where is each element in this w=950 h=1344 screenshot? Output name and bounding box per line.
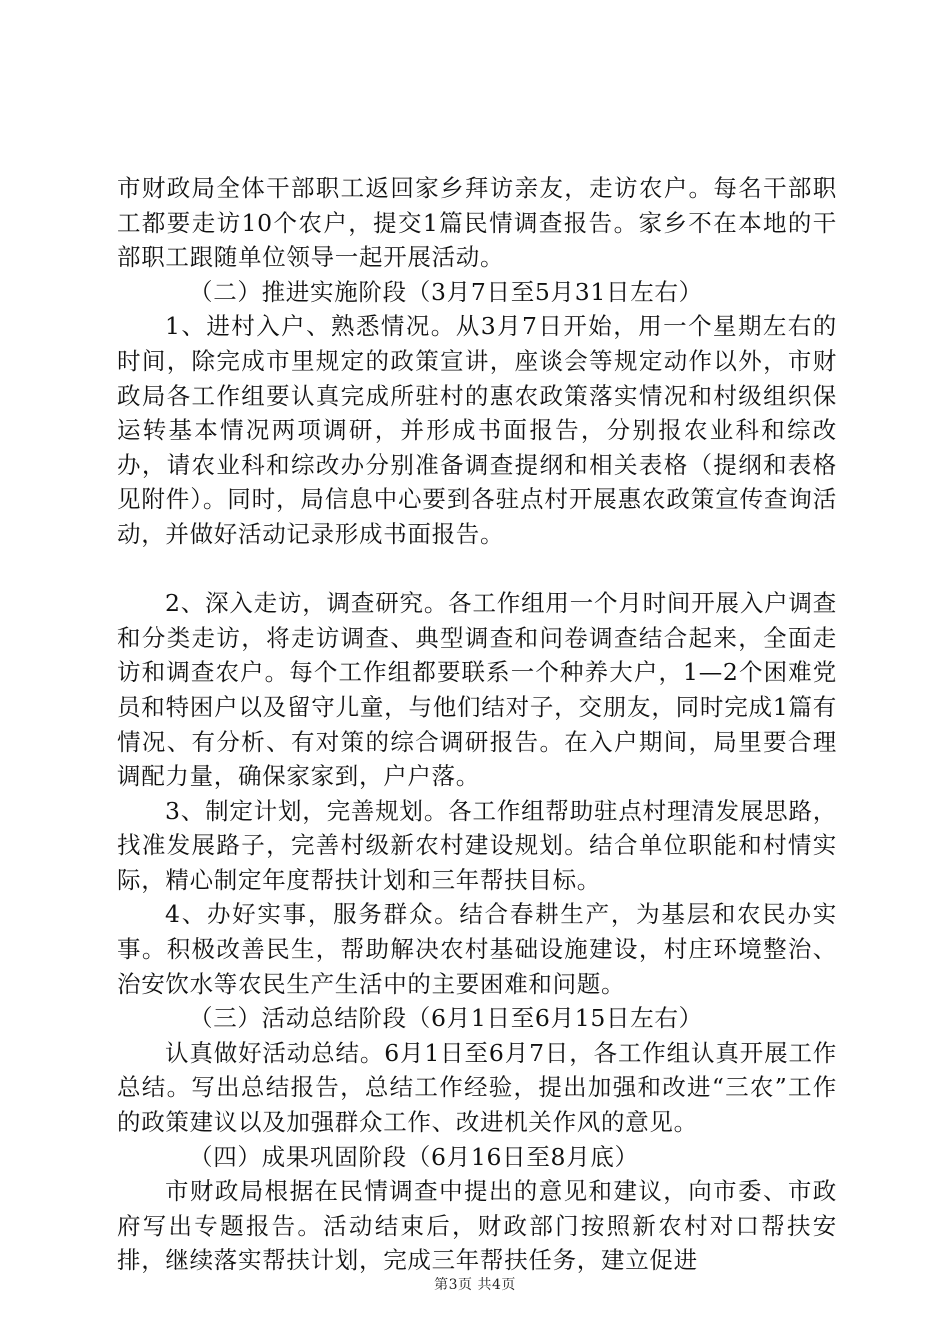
section-heading-stage-2: （二）推进实施阶段（3月7日至5月31日左右） [189,277,703,306]
paragraph-item-3: 3、制定计划，完善规划。各工作组帮助驻点村理清发展思路，找准发展路子，完善村级新农村建设规划。结合单位职能和村情实际，精心制定年度帮扶计划和三年帮扶目标。 [117,796,837,894]
paragraph-item-1: 1、进村入户、熟悉情况。从3月7日开始，用一个星期左右的时间，除完成市里规定的政策宣讲，座谈会等规定动作以外，市财政局各工作组要认真完成所驻村的惠农政策落实情况和村级组织保运转基本情况两项调研，并形成书面报告，分别报农业科和综改办，请农业科和综改办分别准备调查提纲和相关表格（提纲和表格见附件）。同时，局信息中心要到各驻点村开展惠农政策宣传查询活动，并做好活动记录形成书面报告。 [117,312,837,548]
section-heading-stage-4: （四）成果巩固阶段（6月16日至8月底） [189,1142,639,1171]
paragraph-item-2: 2、深入走访，调查研究。各工作组用一个月时间开展入户调查和分类走访，将走访调查、典型调查和问卷调查结合起来，全面走访和调查农户。每个工作组都要联系一个种养大户，1—2个困难党员和特困户以及留守儿童，与他们结对子，交朋友，同时完成1篇有情况、有分析、有对策的综合调研报告。在入户期间，局里要合理调配力量，确保家家到，户户落。 [117,589,837,791]
page-footer [0,1276,950,1294]
paragraph-gap [117,552,837,587]
paragraph-item-4: 4、办好实事，服务群众。结合春耕生产，为基层和农民办实事。积极改善民生，帮助解决农村基础设施建设，村庄环境整治、治安饮水等农民生产生活中的主要困难和问题。 [117,900,837,998]
document-body [117,171,837,1278]
page-number-label: 第3页 共4页 [434,1277,516,1293]
paragraph-summary: 认真做好活动总结。6月1日至6月7日，各工作组认真开展工作总结。写出总结报告，总结工作经验，提出加强和改进“三农”工作的政策建议以及加强群众工作、改进机关作风的意见。 [117,1038,837,1137]
paragraph-continuation: 市财政局全体干部职工返回家乡拜访亲友，走访农户。每名干部职工都要走访10个农户，提交1篇民情调查报告。家乡不在本地的干部职工跟随单位领导一起开展活动。 [117,174,837,272]
paragraph-consolidation: 市财政局根据在民情调查中提出的意见和建议，向市委、市政府写出专题报告。活动结束后，财政部门按照新农村对口帮扶安排，继续落实帮扶计划，完成三年帮扶任务，建立促进 [117,1177,837,1275]
section-heading-stage-3: （三）活动总结阶段（6月1日至6月15日左右） [189,1004,703,1033]
